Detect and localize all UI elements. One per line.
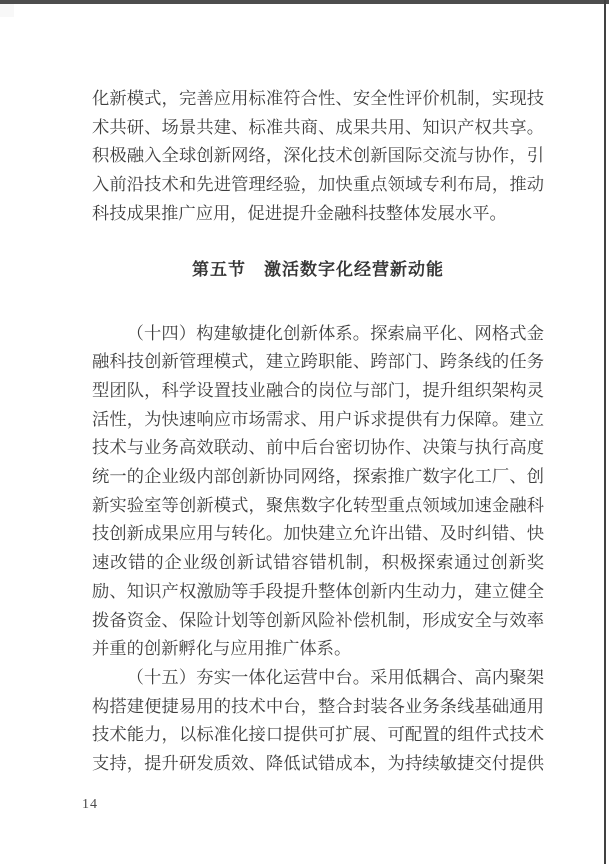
scan-top-edge-bar	[0, 0, 609, 4]
text-line: 积极融入全球创新网络，深化技术创新国际交流与协作，引	[92, 146, 544, 166]
text-line: 新实验室等创新模式，聚焦数字化转型重点领域加速金融科	[92, 495, 544, 515]
document-page	[92, 85, 544, 779]
item-fourteen-paragraph	[92, 320, 544, 664]
text-line: 活性，为快速响应市场需求、用户诉求提供有力保障。建立	[92, 409, 544, 429]
text-line: 技术能力，以标准化接口提供可扩展、可配置的组件式技术	[92, 725, 544, 745]
text-line: 构搭建便捷易用的技术中台，整合封装各业务条线基础通用	[92, 696, 544, 716]
text-line: 技创新成果应用与转化。加快建立允许出错、及时纠错、快	[92, 524, 544, 544]
item-fifteen-paragraph	[92, 664, 544, 779]
text-line: 型团队，科学设置技业融合的岗位与部门，提升组织架构灵	[92, 380, 544, 400]
text-line: 术共研、场景共建、标准共商、成果共用、知识产权共享。	[92, 117, 544, 137]
text-line: 科技成果推广应用，促进提升金融科技整体发展水平。	[92, 203, 507, 223]
text-line: 技术与业务高效联动、前中后台密切协作、决策与执行高度	[92, 438, 544, 458]
page-number: 14	[82, 797, 98, 812]
text-line: 统一的企业级内部创新协同网络，探索推广数字化工厂、创	[92, 467, 544, 487]
text-line: 支持，提升研发质效、降低试错成本，为持续敏捷交付提供	[92, 754, 544, 774]
scan-right-edge-line	[604, 0, 606, 864]
continuation-paragraph	[92, 85, 544, 229]
text-line: 化新模式，完善应用标准符合性、安全性评价机制，实现技	[92, 89, 544, 108]
text-line: 并重的创新孵化与应用推广体系。	[92, 639, 352, 659]
section-heading: 第五节 激活数字化经营新动能	[192, 259, 444, 279]
scan-corner-smudge	[0, 4, 14, 17]
text-line: 励、知识产权激励等手段提升整体创新内生动力，建立健全	[92, 581, 544, 601]
text-line: （十四）构建敏捷化创新体系。探索扁平化、网格式金	[126, 323, 544, 343]
text-line: 融科技创新管理模式，建立跨职能、跨部门、跨条线的任务	[92, 352, 544, 372]
text-line: 速改错的企业级创新试错容错机制，积极探索通过创新奖	[92, 553, 544, 573]
text-line: 入前沿技术和先进管理经验，加快重点领域专利布局，推动	[92, 175, 544, 195]
text-line: 拨备资金、保险计划等创新风险补偿机制，形成安全与效率	[92, 610, 544, 630]
text-line: （十五）夯实一体化运营中台。采用低耦合、高内聚架	[126, 667, 544, 687]
